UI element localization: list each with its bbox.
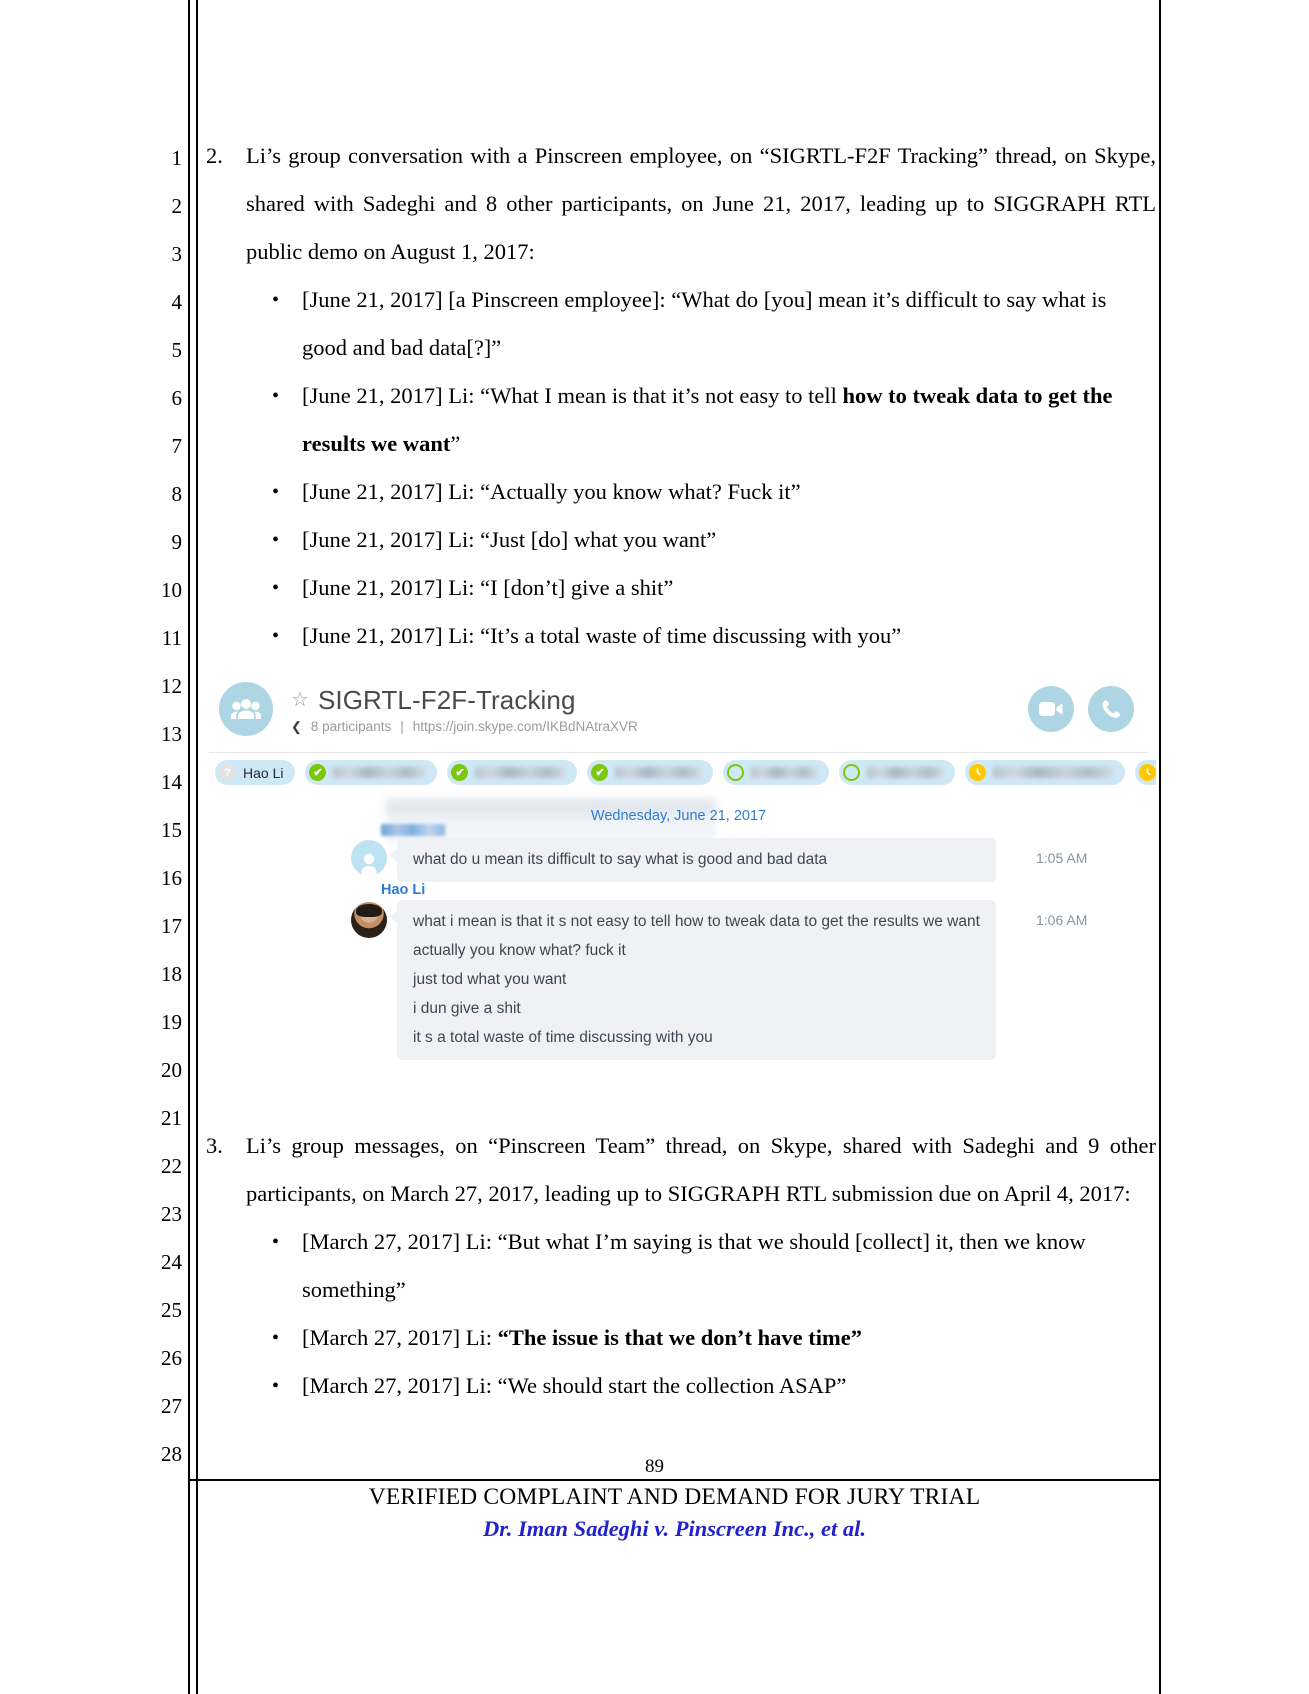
message-text-line: i dun give a shit: [413, 1000, 521, 1017]
paragraph-text: Li’s group messages, on “Pinscreen Team” thread, on Skype, shared with Sadeghi and 9 other participants, on March 27, 2017, leading up to SIGGRAPH RTL submission due on April 4, 2017:: [246, 1133, 1156, 1206]
line-number: 20: [161, 1058, 182, 1082]
join-link[interactable]: https://join.skype.com/IKBdNAtraXVR: [412, 718, 638, 734]
line-number-column: [142, 134, 182, 1478]
line-number: 19: [161, 1010, 182, 1034]
message-text-line: what i mean is that it s not easy to tell how to tweak data to get the results we want: [413, 913, 980, 930]
line-number: 21: [161, 1106, 182, 1130]
list-item: [206, 1218, 1156, 1314]
status-offline-icon: [843, 764, 860, 781]
skype-screenshot: [201, 666, 1156, 1112]
message-list: [201, 792, 1156, 1108]
bullet-text-emphasis: how to tweak data to get the results we want: [302, 383, 1113, 456]
message-timestamp: 1:06 AM: [1036, 912, 1088, 928]
line-number: 14: [161, 770, 182, 794]
line-number: 26: [161, 1346, 182, 1370]
bullet-list-item3: [206, 1218, 1156, 1410]
bullet-text: [June 21, 2017] Li: “Actually you know what? Fuck it”: [302, 479, 801, 504]
bullet-text: [March 27, 2017] Li:: [302, 1325, 498, 1350]
message-row: [201, 900, 1156, 1060]
line-number: 16: [161, 866, 182, 890]
list-item: [206, 564, 1156, 612]
status-away-icon: [969, 764, 986, 781]
message-text-line: what do u mean its difficult to say what is good and bad data: [413, 851, 828, 868]
participant-chip[interactable]: [215, 760, 295, 785]
audio-call-icon[interactable]: [1088, 686, 1134, 732]
bullet-text: [June 21, 2017] Li: “What I mean is that it’s not easy to tell: [302, 383, 843, 408]
generic-avatar-icon: [351, 840, 387, 876]
message-bubble[interactable]: [397, 838, 996, 882]
participant-name: [867, 767, 943, 778]
numbered-paragraph-2: [206, 132, 1156, 276]
status-away-icon: [1139, 764, 1156, 781]
paragraph-text: Li’s group conversation with a Pinscreen employee, on “SIGRTL-F2F Tracking” thread, on Skype, shared with Sadeghi and 8 other participants, on June 21, 2017, leading up to SIGGRAPH RTL public demo on August 1, 2017:: [246, 143, 1156, 264]
bullet-list-item2: [206, 276, 1156, 660]
subtitle-separator: |: [400, 718, 404, 734]
line-number: 1: [171, 146, 182, 170]
list-item: [206, 1314, 1156, 1362]
message-bubble[interactable]: [397, 900, 996, 1060]
list-item: [206, 516, 1156, 564]
list-item: [206, 612, 1156, 660]
message-bubble-wrapper: [387, 838, 1146, 882]
status-online-icon: ✔: [309, 764, 326, 781]
list-item: [206, 372, 1156, 468]
status-online-icon: ✔: [451, 764, 468, 781]
participant-name: [751, 767, 817, 778]
line-number: 25: [161, 1298, 182, 1322]
footer-title: VERIFIED COMPLAINT AND DEMAND FOR JURY TRIAL: [368, 1484, 981, 1510]
participant-chip[interactable]: [723, 760, 829, 785]
participant-chip-list: [201, 753, 1156, 792]
line-number: 5: [171, 338, 182, 362]
line-number: 3: [171, 242, 182, 266]
list-item: [206, 1362, 1156, 1410]
participant-name: [333, 767, 425, 778]
line-number: 6: [171, 386, 182, 410]
pleading-rule-right: [1159, 0, 1161, 1694]
group-avatar-icon: [219, 682, 273, 736]
message-text-line: actually you know what? fuck it: [413, 942, 626, 959]
line-number: 17: [161, 914, 182, 938]
message-bubble-wrapper: [387, 900, 1146, 1060]
participant-chip[interactable]: [965, 760, 1125, 785]
participant-chip[interactable]: [305, 760, 437, 785]
participant-chip[interactable]: [1135, 760, 1156, 785]
status-offline-icon: [727, 764, 744, 781]
messages-container: [201, 824, 1156, 1060]
page-number: 89: [645, 1456, 664, 1477]
participant-name: [615, 767, 701, 778]
line-number: 27: [161, 1394, 182, 1418]
bullet-text: [March 27, 2017] Li: “But what I’m saying is that we should [collect] it, then we know something”: [302, 1229, 1086, 1302]
skype-conversation-header: [201, 666, 1156, 752]
footer-case-caption: Dr. Iman Sadeghi v. Pinscreen Inc., et al.: [483, 1516, 866, 1541]
pleading-rule-left-inner: [196, 0, 198, 1694]
bullet-text: [June 21, 2017] Li: “It’s a total waste of time discussing with you”: [302, 623, 902, 648]
message-timestamp: 1:05 AM: [1036, 850, 1088, 866]
line-number: 9: [171, 530, 182, 554]
pleading-rule-left-outer: [188, 0, 190, 1694]
participant-name: [475, 767, 565, 778]
bullet-text-emphasis: “The issue is that we don’t have time”: [497, 1325, 862, 1350]
bullet-text-tail: ”: [450, 431, 461, 456]
participant-chip[interactable]: [587, 760, 713, 785]
line-number: 10: [161, 578, 182, 602]
paragraph-number: 3.: [206, 1133, 223, 1158]
line-number: 11: [161, 626, 182, 650]
bullet-text: [June 21, 2017] Li: “Just [do] what you want”: [302, 527, 717, 552]
video-call-icon[interactable]: [1028, 686, 1074, 732]
line-number: 23: [161, 1202, 182, 1226]
line-number: 15: [161, 818, 182, 842]
conversation-title-block: [291, 685, 1028, 734]
bullet-text: [March 27, 2017] Li: “We should start the collection ASAP”: [302, 1373, 847, 1398]
line-number: 8: [171, 482, 182, 506]
line-number: 13: [161, 722, 182, 746]
message-text-line: it s a total waste of time discussing with you: [413, 1029, 713, 1046]
line-number: 22: [161, 1154, 182, 1178]
line-number: 24: [161, 1250, 182, 1274]
message-text-line: just tod what you want: [413, 971, 567, 988]
hao-li-avatar: [351, 902, 387, 938]
participants-count[interactable]: 8 participants: [310, 718, 392, 734]
status-online-icon: ✔: [591, 764, 608, 781]
star-icon[interactable]: ☆: [291, 689, 309, 711]
participant-name: [993, 767, 1113, 778]
list-item: [206, 468, 1156, 516]
conversation-title: SIGRTL-F2F-Tracking: [317, 684, 576, 715]
message-row: [201, 838, 1156, 882]
paragraph-number: 2.: [206, 143, 223, 168]
participant-chip[interactable]: [839, 760, 955, 785]
bullet-text: [June 21, 2017] [a Pinscreen employee]: “What do [you] mean it’s difficult to say what is good and bad data[?]”: [302, 287, 1107, 360]
line-number: 28: [161, 1442, 182, 1466]
date-separator: Wednesday, June 21, 2017: [590, 808, 767, 824]
numbered-paragraph-3: [206, 1122, 1156, 1218]
line-number: 7: [171, 434, 182, 458]
message-sender-name: Hao Li: [381, 882, 426, 898]
chevron-down-icon[interactable]: ❮: [291, 718, 302, 734]
bullet-text: [June 21, 2017] Li: “I [don’t] give a shit”: [302, 575, 674, 600]
line-number: 4: [171, 290, 182, 314]
header-action-buttons: [1028, 686, 1134, 732]
status-unknown-icon: ?: [219, 764, 236, 781]
message-sender-name: [381, 824, 445, 836]
line-number: 12: [161, 674, 182, 698]
line-number: 2: [171, 194, 182, 218]
participant-name: Hao Li: [243, 764, 284, 781]
list-item: [206, 276, 1156, 372]
footer-divider: [188, 1479, 1161, 1481]
line-number: 18: [161, 962, 182, 986]
participant-chip[interactable]: [447, 760, 577, 785]
